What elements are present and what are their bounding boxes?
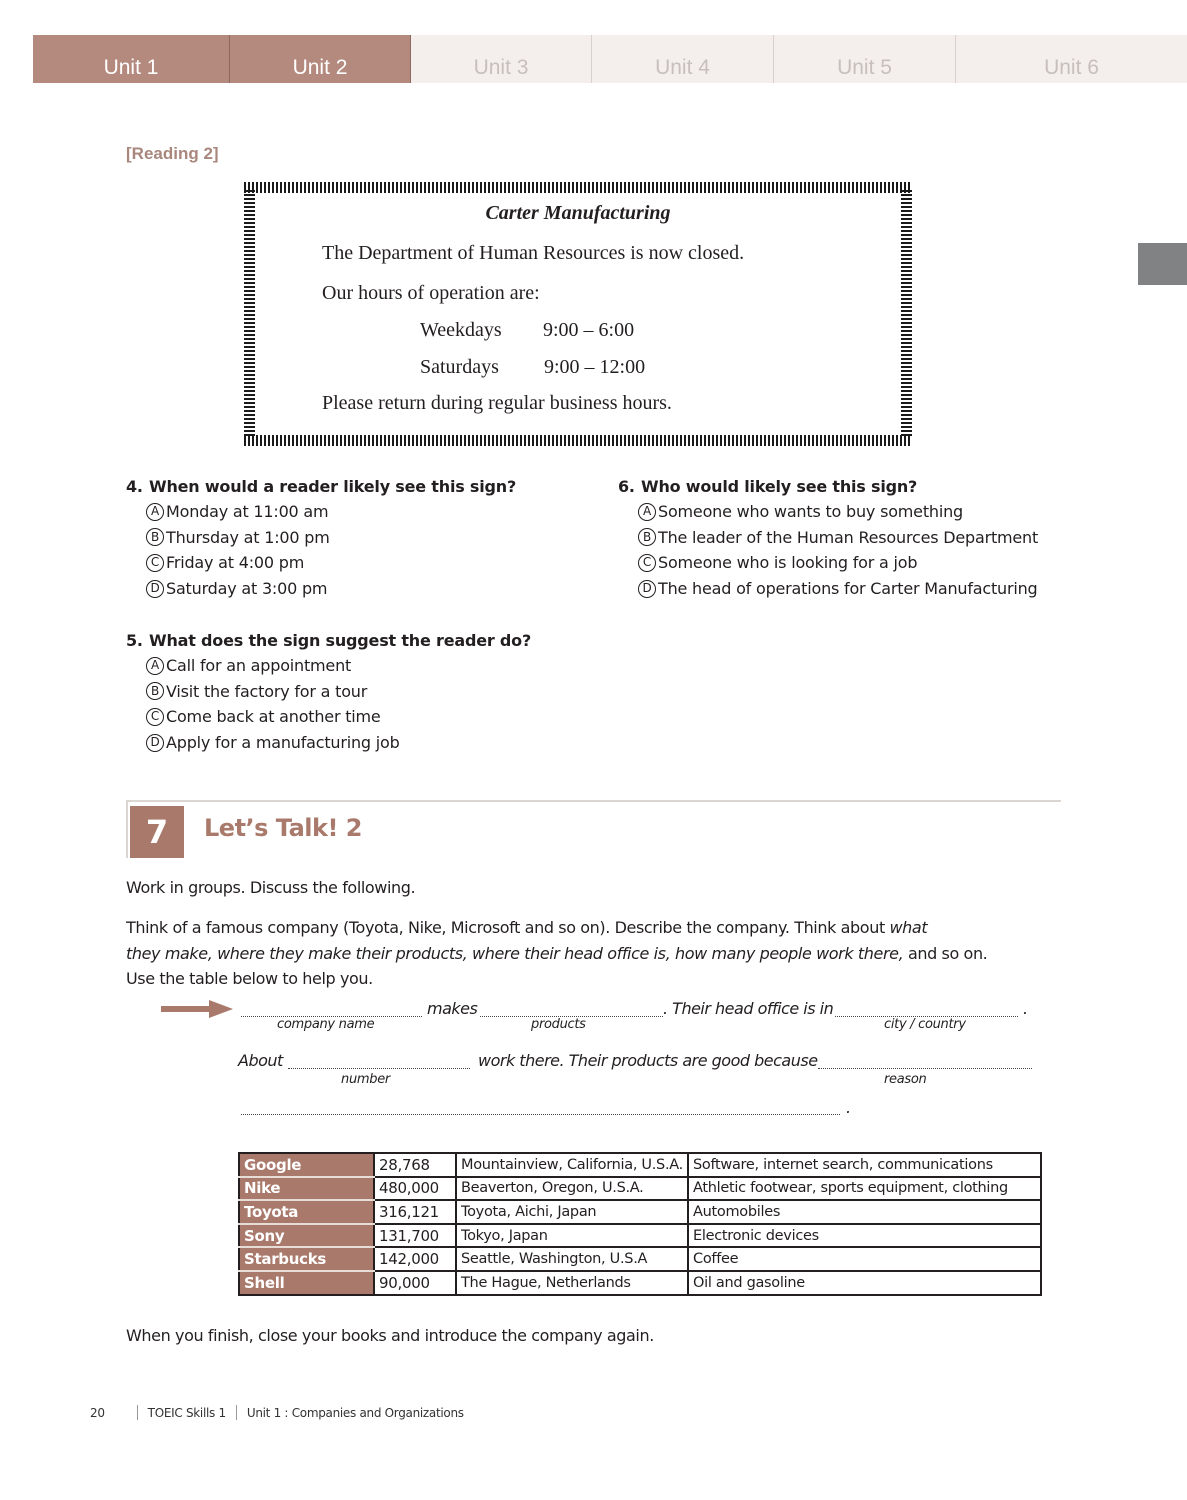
answer-option-b[interactable]	[618, 525, 1038, 551]
location-cell: Mountainview, California, U.S.A.	[456, 1153, 688, 1177]
circled-letter-icon: C	[638, 554, 656, 572]
hint-number: number	[341, 1072, 390, 1087]
sign-hours-heading: Our hours of operation are:	[322, 282, 540, 304]
tab-unit-2[interactable]	[230, 35, 411, 83]
products-cell: Athletic footwear, sports equipment, clothing	[688, 1177, 1041, 1201]
answer-option-a[interactable]	[126, 499, 516, 525]
option-text: Friday at 4:00 pm	[166, 553, 305, 573]
option-text: Monday at 11:00 am	[166, 502, 329, 521]
answer-option-b[interactable]	[126, 679, 531, 705]
fill-text-period: .	[846, 1098, 851, 1117]
question-number: 6.	[618, 477, 635, 496]
table-row	[239, 1224, 1041, 1248]
answer-option-c[interactable]	[618, 550, 1038, 576]
circled-letter-icon: D	[146, 580, 164, 598]
tab-label: Unit 5	[837, 56, 892, 79]
location-cell: The Hague, Netherlands	[456, 1271, 688, 1295]
question-prompt	[618, 474, 1038, 499]
circled-letter-icon: B	[638, 528, 656, 546]
employees-cell: 131,700	[374, 1224, 456, 1248]
location-cell: Beaverton, Oregon, U.S.A.	[456, 1177, 688, 1201]
company-name-cell: Shell	[239, 1271, 374, 1295]
instruction-text-italic: what	[889, 918, 928, 937]
option-text: Apply for a manufacturing job	[166, 732, 400, 752]
company-name-cell: Sony	[239, 1224, 374, 1248]
reason-continued-blank[interactable]	[241, 1114, 840, 1115]
question-6	[618, 474, 1038, 601]
closing-instruction: When you finish, close your books and introduce the company again.	[126, 1326, 654, 1345]
products-cell: Electronic devices	[688, 1224, 1041, 1248]
table-row	[239, 1271, 1041, 1295]
answer-option-d[interactable]	[126, 576, 516, 602]
sign-border-bottom	[244, 435, 912, 446]
option-text: Visit the factory for a tour	[166, 681, 368, 701]
tab-unit-4[interactable]	[592, 35, 774, 83]
page-number: 20	[90, 1405, 105, 1420]
company-info-table	[238, 1152, 1042, 1296]
answer-option-a[interactable]	[126, 653, 531, 679]
section-title: Let’s Talk! 2	[204, 814, 362, 842]
answer-option-d[interactable]	[618, 576, 1038, 602]
company-name-cell: Google	[239, 1153, 374, 1177]
hint-company-name: company name	[277, 1017, 375, 1032]
hint-city-country: city / country	[884, 1017, 966, 1032]
book-title: TOEIC Skills 1	[147, 1405, 226, 1420]
employees-cell: 142,000	[374, 1247, 456, 1271]
tab-label: Unit 3	[473, 56, 529, 79]
tab-label: Unit 6	[1044, 56, 1099, 79]
footer-separator	[137, 1405, 138, 1420]
side-page-marker	[1138, 243, 1187, 285]
fill-text-makes: makes	[427, 999, 478, 1018]
notice-sign	[244, 182, 912, 446]
products-cell: Coffee	[688, 1247, 1041, 1271]
question-text: Who would likely see this sign?	[641, 477, 918, 496]
tab-label: Unit 4	[655, 56, 710, 79]
arrow-right-icon	[161, 1000, 233, 1018]
reading-label: [Reading 2]	[126, 144, 219, 163]
sign-hours-time: 9:00 – 12:00	[544, 356, 646, 378]
employees-cell: 480,000	[374, 1177, 456, 1201]
question-text: When would a reader likely see this sign?	[149, 477, 517, 496]
company-name-cell: Starbucks	[239, 1247, 374, 1271]
tab-unit-6[interactable]	[956, 35, 1187, 83]
location-cell: Seattle, Washington, U.S.A	[456, 1247, 688, 1271]
question-prompt	[126, 628, 531, 653]
question-5	[126, 628, 531, 755]
question-number: 5.	[126, 631, 143, 650]
tab-unit-5[interactable]	[774, 35, 956, 83]
instruction-text: and so on.	[903, 943, 988, 963]
sign-hours-time: 9:00 – 6:00	[543, 319, 635, 341]
sign-title: Carter Manufacturing	[485, 202, 671, 224]
option-text: Thursday at 1:00 pm	[166, 527, 330, 547]
section-divider-vertical	[126, 800, 128, 858]
number-blank[interactable]	[288, 1068, 470, 1069]
option-text: Come back at another time	[166, 707, 381, 727]
circled-letter-icon: C	[146, 708, 164, 726]
tab-unit-1[interactable]	[33, 35, 230, 83]
question-number: 4.	[126, 477, 143, 496]
fill-text-period: .	[1023, 999, 1028, 1018]
employees-cell: 28,768	[374, 1153, 456, 1177]
question-4	[126, 474, 516, 601]
fill-text-head-office: . Their head office is in	[663, 999, 834, 1018]
sign-closed-notice: The Department of Human Resources is now closed.	[322, 242, 745, 264]
circled-letter-icon: D	[146, 734, 164, 752]
section-number-badge: 7	[130, 806, 184, 858]
option-text: Call for an appointment	[166, 656, 352, 675]
instruction-text: Use the table below to help you.	[126, 969, 373, 989]
table-row	[239, 1177, 1041, 1201]
company-name-cell: Toyota	[239, 1200, 374, 1224]
employees-cell: 90,000	[374, 1271, 456, 1295]
answer-option-b[interactable]	[126, 525, 516, 551]
table-row	[239, 1153, 1041, 1177]
products-cell: Software, internet search, communications	[688, 1153, 1041, 1177]
circled-letter-icon: B	[146, 682, 164, 700]
instruction-text-italic: they make, where they make their products, where their head office is, how many people work there,	[126, 943, 904, 963]
question-text: What does the sign suggest the reader do?	[149, 631, 532, 650]
circled-letter-icon: B	[146, 528, 164, 546]
location-cell: Toyota, Aichi, Japan	[456, 1200, 688, 1224]
employees-cell: 316,121	[374, 1200, 456, 1224]
option-text: Someone who is looking for a job	[658, 553, 918, 573]
location-cell: Tokyo, Japan	[456, 1224, 688, 1248]
answer-option-d[interactable]	[126, 730, 531, 756]
instruction-describe	[126, 915, 987, 992]
circled-letter-icon: A	[146, 503, 164, 521]
tab-label: Unit 2	[292, 56, 348, 79]
unit-title: Unit 1 : Companies and Organizations	[246, 1405, 464, 1420]
fill-text-about: About	[238, 1051, 283, 1070]
circled-letter-icon: D	[638, 580, 656, 598]
sign-border-left	[244, 190, 255, 438]
sign-border-top	[244, 182, 912, 193]
hint-products: products	[531, 1017, 586, 1032]
products-cell: Automobiles	[688, 1200, 1041, 1224]
answer-option-c[interactable]	[126, 704, 531, 730]
table-row	[239, 1247, 1041, 1271]
hint-reason: reason	[884, 1072, 927, 1087]
products-cell: Oil and gasoline	[688, 1271, 1041, 1295]
instruction-groups: Work in groups. Discuss the following.	[126, 878, 416, 897]
sign-hours-day: Weekdays	[420, 319, 502, 341]
option-text: The head of operations for Carter Manufacturing	[658, 578, 1038, 598]
page-footer	[90, 1405, 464, 1420]
unit-tab-bar	[33, 35, 1187, 83]
circled-letter-icon: C	[146, 554, 164, 572]
option-text: Someone who wants to buy something	[658, 502, 963, 521]
circled-letter-icon: A	[146, 657, 164, 675]
instruction-text: Think of a famous company (Toyota, Nike, Microsoft and so on). Describe the company. Think about	[126, 918, 890, 937]
reason-blank[interactable]	[818, 1068, 1032, 1069]
table-row	[239, 1200, 1041, 1224]
sign-return-notice: Please return during regular business hours.	[322, 392, 672, 414]
company-name-cell: Nike	[239, 1177, 374, 1201]
answer-option-a[interactable]	[618, 499, 1038, 525]
option-text: Saturday at 3:00 pm	[166, 578, 328, 598]
circled-letter-icon: A	[638, 503, 656, 521]
tab-label: Unit 1	[103, 56, 159, 79]
section-divider	[126, 800, 1061, 802]
option-text: The leader of the Human Resources Department	[658, 527, 1039, 547]
tab-unit-3[interactable]	[411, 35, 592, 83]
sign-border-right	[901, 190, 912, 438]
footer-separator	[236, 1405, 237, 1420]
sign-hours-day: Saturdays	[420, 356, 499, 378]
question-prompt	[126, 474, 516, 499]
answer-option-c[interactable]	[126, 550, 516, 576]
fill-text-work-there: work there. Their products are good because	[478, 1051, 818, 1070]
